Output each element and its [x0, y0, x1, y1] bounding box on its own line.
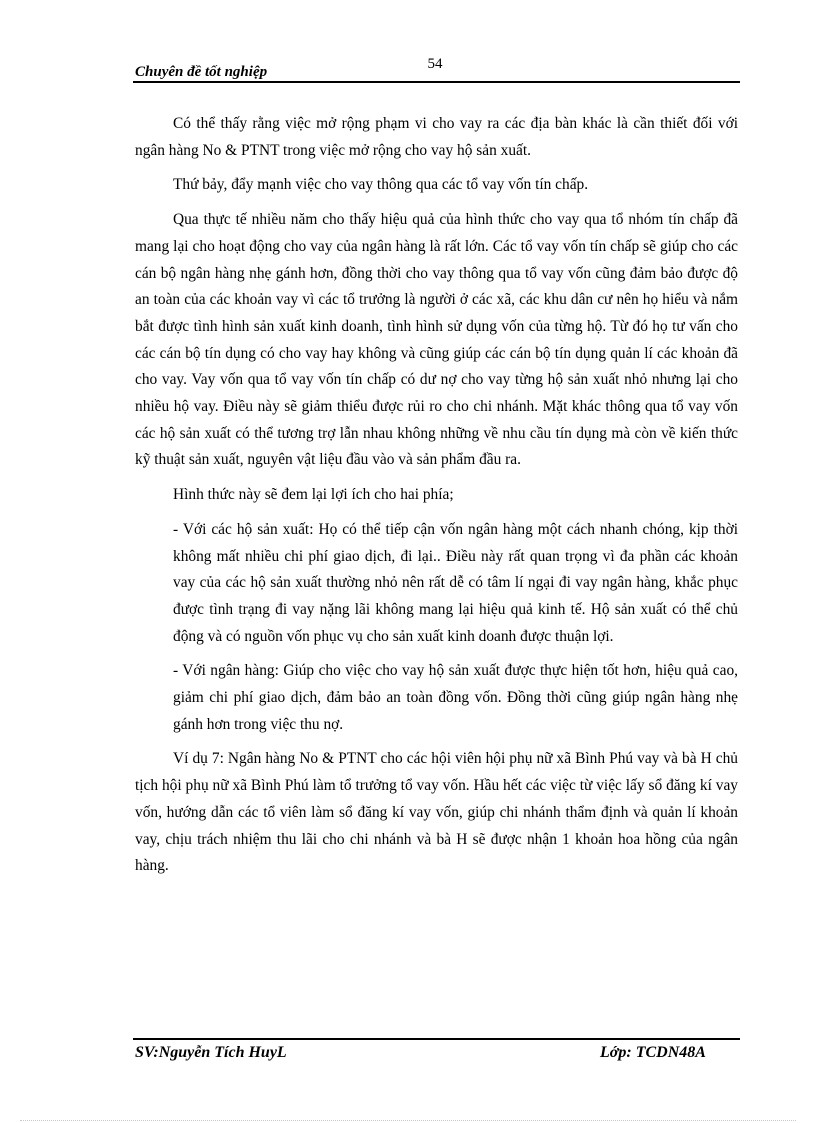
paragraph: Ví dụ 7: Ngân hàng No & PTNT cho các hội viên hội phụ nữ xã Bình Phú vay và bà H chủ tịch hội phụ nữ xã Bình Phú làm tổ trưởng tổ vay vốn. Hầu hết các việc từ việc lấy sổ đăng kí vay vốn, hướng dẫn các tổ viên làm sổ đăng kí vay vốn, giúp chi nhánh thẩm định và quản lí khoản vay, chịu trách nhiệm thu lãi cho chi nhánh và bà H sẽ được nhận 1 khoản hoa hồng của ngân hàng. — [135, 750, 738, 875]
paragraph: Qua thực tế nhiều năm cho thấy hiệu quả của hình thức cho vay qua tổ nhóm tín chấp đã mang lại cho hoạt động cho vay của ngân hàng là rất lớn. Các tổ vay vốn tín chấp sẽ giúp cho các cán bộ ngân hàng nhẹ gánh hơn, đồng thời cho vay thông qua tổ vay vốn cũng đảm bảo được độ an toàn của các khoản vay vì các tổ trưởng là người ở các xã, các khu dân cư nên họ hiểu và nắm bắt được tình hình sản xuất kinh doanh, tình hình sử dụng vốn của từng hộ. Từ đó họ tư vấn cho các cán bộ tín dụng có cho vay hay không và cũng giúp các cán bộ tín dụng quản lí các khoản đã cho vay. Vay vốn qua tổ vay vốn tín chấp có dư nợ cho vay từng hộ sản xuất nhỏ nhưng lại cho nhiều hộ vay. Điều này sẽ giảm thiểu được rủi ro cho chi nhánh. Mặt khác thông qua tổ vay vốn các hộ sản xuất có thể tương trợ lẫn nhau không những về nhu cầu tín dụng mà còn về kiến thức kỹ thuật sản xuất, nguyên vật liệu đầu vào và sản phẩm đầu ra. — [135, 211, 738, 469]
bullet-paragraph: - Với các hộ sản xuất: Họ có thể tiếp cận vốn ngân hàng một cách nhanh chóng, kịp thời không mất nhiều chi phí giao dịch, đi lại.. Điều này rất quan trọng vì đa phần các khoản vay của các hộ sản xuất thường nhỏ nên rất dễ có tâm lí ngại đi vay ngân hàng, khắc phục được tình trạng đi vay nặng lãi không mang lại hiệu quả kinh tế. Hộ sản xuất có thể chủ động và có nguồn vốn phục vụ cho sản xuất kinh doanh được thuận lợi. — [173, 520, 738, 645]
page-number: 54 — [427, 56, 443, 72]
footer-rule — [133, 1038, 740, 1040]
document-body — [135, 111, 738, 888]
page-bottom-dotted-line — [20, 1120, 796, 1121]
bullet-paragraph: - Với ngân hàng: Giúp cho việc cho vay hộ sản xuất được thực hiện tốt hơn, hiệu quả cao, giảm chi phí giao dịch, đảm bảo an toàn đồng vốn. Đồng thời cũng giúp ngân hàng nhẹ gánh hơn trong việc thu nợ. — [173, 662, 738, 733]
header-rule — [133, 81, 740, 83]
footer-student-name: SV:Nguyễn Tích HuyL — [135, 1044, 287, 1061]
paragraph: Thứ bảy, đẩy mạnh việc cho vay thông qua các tổ vay vốn tín chấp. — [173, 176, 589, 194]
document-header-title: Chuyên đề tốt nghiệp — [135, 64, 268, 80]
paragraph: Có thể thấy rằng việc mở rộng phạm vi cho vay ra các địa bàn khác là cần thiết đối với ngân hàng No & PTNT trong việc mở rộng cho vay hộ sản xuất. — [135, 115, 738, 159]
footer-class: Lớp: TCDN48A — [600, 1044, 706, 1061]
paragraph: Hình thức này sẽ đem lại lợi ích cho hai phía; — [173, 486, 454, 504]
